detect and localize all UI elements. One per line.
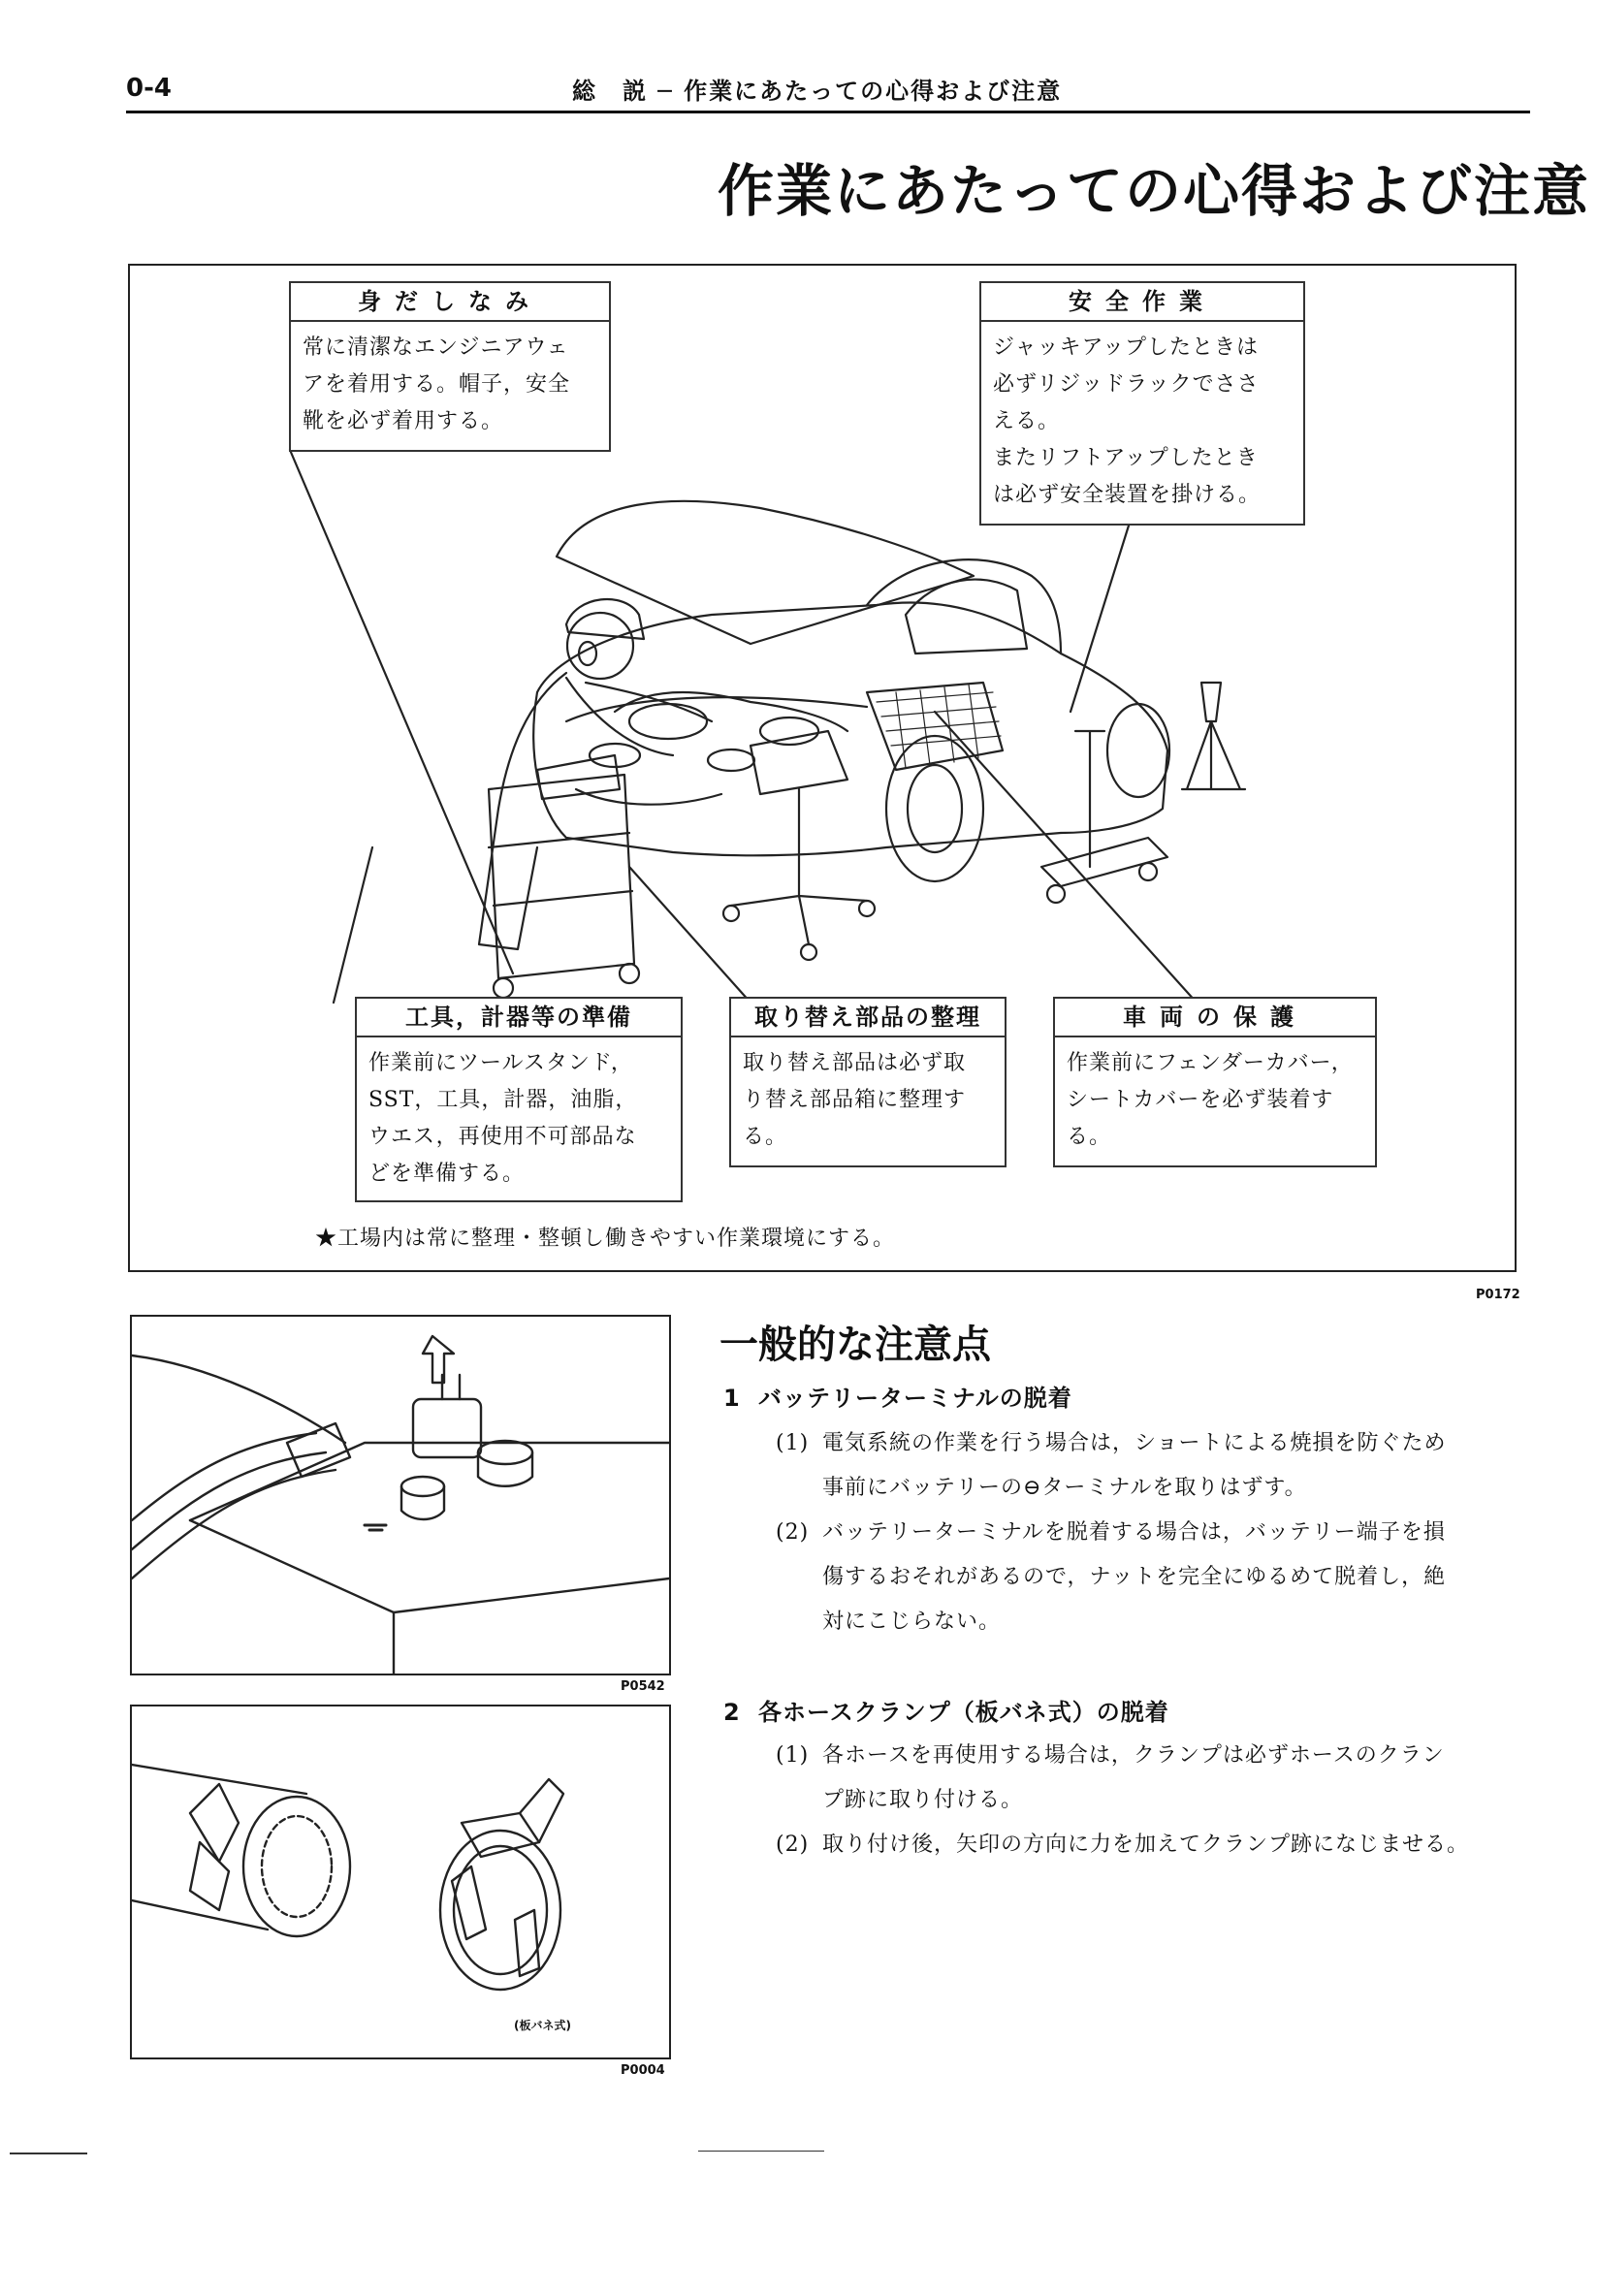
rigid-rack (1201, 683, 1221, 721)
paragraph-number: (1) (776, 1743, 810, 1768)
paragraph-number: (2) (776, 1833, 810, 1857)
item-title: 各ホースクランプ（板バネ式）の脱着 (758, 1699, 1169, 1726)
item-number: 2 (723, 1699, 741, 1726)
callout-line: は必ず安全装置を掛ける。 (993, 483, 1262, 507)
rear-wheel (1107, 704, 1169, 797)
callout-parts (729, 997, 1007, 1167)
clamp-tab (520, 1779, 563, 1842)
header-rule (126, 111, 1530, 113)
callout-grooming (289, 281, 611, 452)
paragraph-line: バッテリーターミナルを脱着する場合は，バッテリー端子を損 (822, 1520, 1446, 1545)
section-title: 一般的な注意点 (719, 1323, 991, 1367)
mechanic-head (567, 613, 633, 679)
up-arrow-icon (423, 1336, 454, 1383)
headlight (708, 749, 754, 771)
battery-top-edge (190, 1443, 669, 1520)
battery-figure-code: P0542 (621, 1679, 665, 1694)
page-title: 作業にあたっての心得および注意 (718, 158, 1591, 224)
front-wheel (886, 736, 983, 881)
callout-line: 作業前にフェンダーカバー， (1067, 1051, 1354, 1075)
callout-line: り替え部品箱に整理す (743, 1088, 967, 1112)
callout-tools (355, 997, 683, 1202)
cable-sleeve (287, 1423, 350, 1477)
paragraph-line: 電気系統の作業を行う場合は，ショートによる焼損を防ぐため (822, 1431, 1447, 1455)
leader-line-tools (334, 847, 372, 1003)
car-body (533, 602, 1167, 855)
paragraph (776, 1421, 1447, 1511)
terminal-clamp (413, 1399, 481, 1457)
item-title: バッテリーターミナルの脱着 (758, 1385, 1072, 1412)
callout-line: る。 (743, 1125, 788, 1149)
callout-line: 靴を必ず着用する。 (303, 409, 504, 433)
callout-safety-title: 安全作業 (981, 283, 1303, 322)
paragraph-number: (1) (776, 1431, 810, 1455)
scan-artifact (10, 2152, 87, 2154)
callout-line: える。 (993, 409, 1061, 433)
callout-line: またリフトアップしたとき (993, 446, 1259, 470)
item-heading (723, 1379, 1072, 1413)
mechanic-cap (566, 599, 644, 639)
paragraph-line: 傷するおそれがあるので，ナットを完全にゆるめて脱着し，絶 (822, 1565, 1447, 1589)
callout-vehicle-title: 車両の保護 (1055, 999, 1375, 1037)
leader-line-parts (629, 867, 751, 1003)
paragraph (776, 1823, 1469, 1867)
floor-jack (1075, 731, 1104, 867)
battery-front-edge (190, 1520, 669, 1612)
paragraph-line: 各ホースを再使用する場合は，クランプは必ずホースのクラン (822, 1743, 1445, 1768)
callout-parts-title: 取り替え部品の整理 (731, 999, 1005, 1037)
paragraph-line: 対にこじらない。 (822, 1610, 1002, 1634)
paragraph (776, 1734, 1445, 1823)
paragraph-line: 事前にバッテリーの⊖ターミナルを取りはずす。 (822, 1476, 1307, 1500)
leader-line-grooming (290, 450, 513, 973)
hose-clamp-illustration (132, 1706, 669, 2057)
callout-line: 常に清潔なエンジニアウェ (303, 335, 569, 360)
callout-safety (979, 281, 1305, 526)
battery-post (401, 1477, 444, 1496)
paragraph (776, 1511, 1446, 1644)
callout-tools-title: 工具，計器等の準備 (357, 999, 681, 1037)
clamp-figure-code: P0004 (621, 2063, 665, 2078)
battery-terminal-illustration (132, 1317, 669, 1674)
figure-code: P0172 (1476, 1288, 1520, 1302)
mechanic-body (479, 673, 566, 949)
scan-artifact (698, 2151, 824, 2152)
callout-line: 取り替え部品は必ず取 (743, 1051, 967, 1075)
leader-line-safety (1071, 526, 1129, 712)
car-roof (867, 559, 1061, 654)
clamp-figure-caption: (板バネ式) (514, 2019, 571, 2032)
front-wheel-hub (908, 765, 962, 852)
page-number: 0-4 (126, 74, 172, 103)
engine-part (629, 704, 707, 739)
item-heading (723, 1693, 1169, 1727)
battery-cable (132, 1355, 345, 1443)
callout-line: どを準備する。 (368, 1162, 526, 1186)
battery-post (478, 1441, 532, 1464)
running-title: 総 説 ─ 作業にあたっての心得および注意 (572, 78, 1063, 105)
item-number: 1 (723, 1385, 741, 1412)
callout-line: る。 (1067, 1125, 1112, 1149)
callout-line: ジャッキアップしたときは (993, 335, 1260, 360)
callout-line: アを着用する。帽子，安全 (303, 372, 571, 397)
fender-cover (867, 683, 1003, 770)
tester-stand (751, 731, 847, 794)
hose-end (243, 1797, 350, 1936)
engine-part (760, 718, 818, 745)
callout-grooming-title: 身だしなみ (291, 283, 609, 322)
paragraph-line: プ跡に取り付ける。 (822, 1788, 1024, 1812)
paragraph-number: (2) (776, 1520, 810, 1545)
workshop-note: ★工場内は常に整理・整頓し働きやすい作業環境にする。 (315, 1227, 896, 1251)
hose-body (132, 1765, 306, 1929)
callout-line: 作業前にツールスタンド， (368, 1051, 633, 1075)
callout-vehicle (1053, 997, 1377, 1167)
callout-line: シートカバーを必ず装着す (1067, 1088, 1334, 1112)
callout-line: 必ずリジッドラックでささ (993, 372, 1260, 397)
callout-line: ウエス，再使用不可部品な (368, 1125, 637, 1149)
callout-line: SST，工具，計器，油脂， (368, 1088, 638, 1112)
paragraph-line: 取り付け後，矢印の方向に力を加えてクランプ跡になじませる。 (822, 1833, 1470, 1857)
